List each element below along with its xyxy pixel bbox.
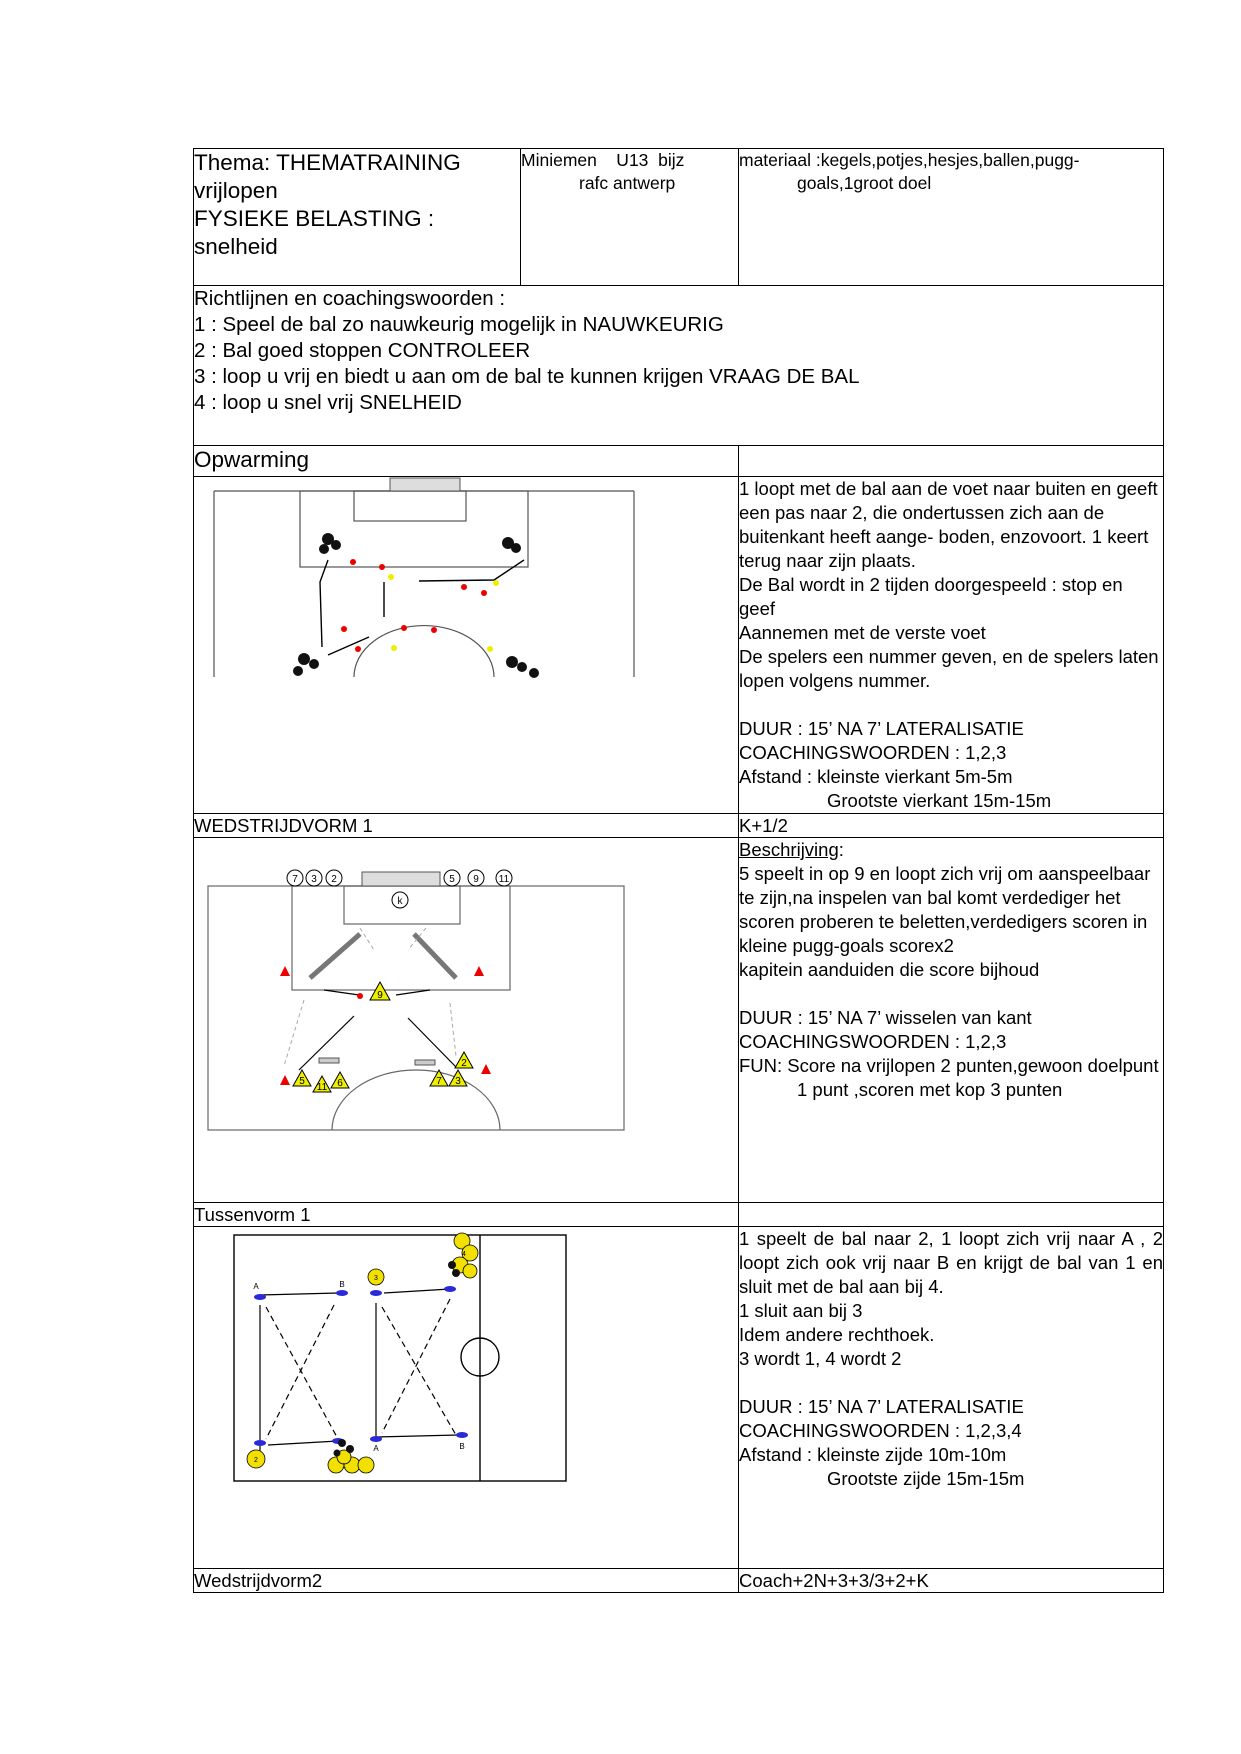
opwarming-desc: De spelers een nummer geven, en de spelers laten lopen volgens nummer. (739, 646, 1159, 691)
wedstrijdvorm1-desc: 5 speelt in op 9 en loopt zich vrij om aanspeelbaar te zijn,na inspelen van bal komt verdediger het scoren proberen te beletten,verdedigers scoren in kleine pugg-goals scorex2 (739, 863, 1151, 956)
materiaal-line: materiaal :kegels,potjes,hesjes,ballen,pugg- (739, 150, 1080, 170)
header-row (194, 149, 1164, 286)
richtlijnen-line: 4 : loop u snel vrij SNELHEID (194, 391, 462, 414)
richtlijnen-cell (194, 286, 1164, 446)
tussenvorm1-label-row (194, 1203, 1164, 1227)
wedstrijdvorm1-fun: 1 punt ,scoren met kop 3 punten (797, 1079, 1063, 1100)
richtlijnen-row (194, 286, 1164, 446)
thema-line: FYSIEKE BELASTING : (194, 206, 435, 231)
wedstrijdvorm1-row (194, 838, 1164, 1203)
player-num: 2 (331, 874, 337, 885)
player-num: 9 (473, 874, 479, 885)
tussenvorm1-afstand: Grootste zijde 15m-15m (827, 1468, 1025, 1489)
red-cones (341, 559, 487, 652)
opwarming-duur: DUUR : 15’ NA 7’ LATERALISATIE (739, 718, 1024, 739)
player-num: 3 (311, 874, 317, 885)
player-num: 11 (316, 1082, 328, 1093)
wedstrijdvorm2-label: Wedstrijdvorm2 (194, 1569, 739, 1593)
opwarming-title-row (194, 446, 1164, 477)
player-num: 2 (254, 1457, 258, 1464)
player-num: 9 (377, 990, 383, 1001)
point-label: B (459, 1442, 465, 1451)
richtlijnen-line: Richtlijnen en coachingswoorden : (194, 287, 506, 310)
point-label: B (339, 1280, 345, 1289)
richtlijnen-line: 2 : Bal goed stoppen CONTROLEER (194, 339, 531, 362)
point-label: A (373, 1444, 379, 1453)
empty-cell (739, 446, 1164, 477)
player-num: 7 (436, 1076, 442, 1087)
point-label: A (253, 1282, 259, 1291)
opwarming-title: Opwarming (194, 446, 739, 477)
wedstrijdvorm1-label: WEDSTRIJDVORM 1 (194, 814, 739, 838)
opwarming-afstand: Grootste vierkant 15m-15m (827, 790, 1052, 811)
beschrijving-label: Beschrijving (739, 839, 839, 860)
tussenvorm1-diagram (194, 1227, 650, 1487)
training-table (193, 148, 1164, 1593)
opwarming-desc: Aannemen met de verste voet (739, 622, 986, 643)
wedstrijdvorm1-fun: FUN: Score na vrijlopen 2 punten,gewoon doelpunt (739, 1055, 1159, 1076)
tussenvorm1-afstand: Afstand : kleinste zijde 10m-10m (739, 1444, 1007, 1465)
tussenvorm1-desc: 1 sluit aan bij 3 (739, 1300, 863, 1321)
tussenvorm1-desc: 3 wordt 1, 4 wordt 2 (739, 1348, 902, 1369)
richtlijnen-line: 1 : Speel de bal zo nauwkeurig mogelijk in NAUWKEURIG (194, 313, 724, 336)
player-num: 1 (342, 1463, 346, 1470)
tussenvorm1-coaching: COACHINGSWOORDEN : 1,2,3,4 (739, 1420, 1022, 1441)
opwarming-row (194, 477, 1164, 814)
tussenvorm1-desc: 1 speelt de bal naar 2, 1 loopt zich vrij naar A , 2 loopt zich ook vrij naar B en krijgt de bal van 1 en sluit met de bal aan bij 4. (739, 1228, 1163, 1297)
player-num: 3 (374, 1275, 378, 1282)
wedstrijdvorm2-label-row (194, 1569, 1164, 1593)
opwarming-desc-cell (739, 477, 1164, 814)
player-num: 4 (462, 1251, 466, 1258)
empty-cell (739, 1203, 1164, 1227)
tussenvorm1-desc: Idem andere rechthoek. (739, 1324, 935, 1345)
player-num: 5 (299, 1076, 305, 1087)
tussenvorm1-duur: DUUR : 15’ NA 7’ LATERALISATIE (739, 1396, 1024, 1417)
materiaal-cell (739, 149, 1164, 286)
player-num: 7 (292, 874, 298, 885)
groep-line: Miniemen U13 bijz (521, 150, 685, 170)
opwarming-desc: 1 loopt met de bal aan de voet naar buiten en geeft een pas naar 2, die ondertussen zich aan de buitenkant heeft aange- boden, enzovoort. 1 keert terug naar zijn plaats. (739, 478, 1158, 571)
groep-cell (521, 149, 739, 286)
tussenvorm1-row (194, 1227, 1164, 1569)
opwarming-diagram-cell (194, 477, 739, 814)
players (293, 533, 539, 678)
opwarming-coaching: COACHINGSWOORDEN : 1,2,3 (739, 742, 1007, 763)
wedstrijdvorm1-format: K+1/2 (739, 814, 1164, 838)
player-num: 5 (449, 874, 455, 885)
wedstrijdvorm1-diagram-cell (194, 838, 739, 1203)
wedstrijdvorm1-diagram (194, 838, 650, 1138)
opwarming-diagram (194, 477, 654, 797)
thema-line: vrijlopen (194, 178, 278, 203)
training-sheet (193, 148, 1163, 1593)
thema-line: Thema: THEMATRAINING (194, 150, 461, 175)
goal-net (390, 478, 460, 491)
tussenvorm1-desc-cell (739, 1227, 1164, 1569)
thema-line: snelheid (194, 234, 278, 259)
yellow-cones (388, 574, 499, 652)
center-player (370, 982, 390, 1001)
goal-net (362, 872, 440, 886)
wedstrijdvorm1-duur: DUUR : 15’ NA 7’ wisselen van kant (739, 1007, 1032, 1028)
blue-cones (254, 1286, 468, 1446)
wedstrijdvorm1-label-row (194, 814, 1164, 838)
thema-cell (194, 149, 521, 286)
richtlijnen-line: 3 : loop u vrij en biedt u aan om de bal te kunnen krijgen VRAAG DE BAL (194, 365, 860, 388)
beschrijving-colon: : (838, 839, 844, 860)
wedstrijdvorm2-format: Coach+2N+3+3/3+2+K (739, 1569, 1164, 1593)
materiaal-line: goals,1groot doel (797, 173, 932, 193)
wedstrijdvorm1-desc-cell (739, 838, 1164, 1203)
keeper-label: k (397, 896, 403, 907)
opwarming-afstand: Afstand : kleinste vierkant 5m-5m (739, 766, 1013, 787)
opwarming-desc: De Bal wordt in 2 tijden doorgespeeld : stop en geef (739, 574, 1123, 619)
groep-line: rafc antwerp (579, 173, 676, 193)
pugg-goal (319, 1058, 339, 1063)
player-num: 11 (498, 874, 510, 885)
player-num: 6 (337, 1078, 343, 1089)
wedstrijdvorm1-coaching: COACHINGSWOORDEN : 1,2,3 (739, 1031, 1007, 1052)
player-num: 2 (461, 1058, 467, 1069)
pugg-goal (415, 1060, 435, 1065)
wedstrijdvorm1-kapitein: kapitein aanduiden die score bijhoud (739, 959, 1040, 980)
player-num: 3 (455, 1076, 461, 1087)
tussenvorm1-label: Tussenvorm 1 (194, 1203, 739, 1227)
tussenvorm1-diagram-cell (194, 1227, 739, 1569)
